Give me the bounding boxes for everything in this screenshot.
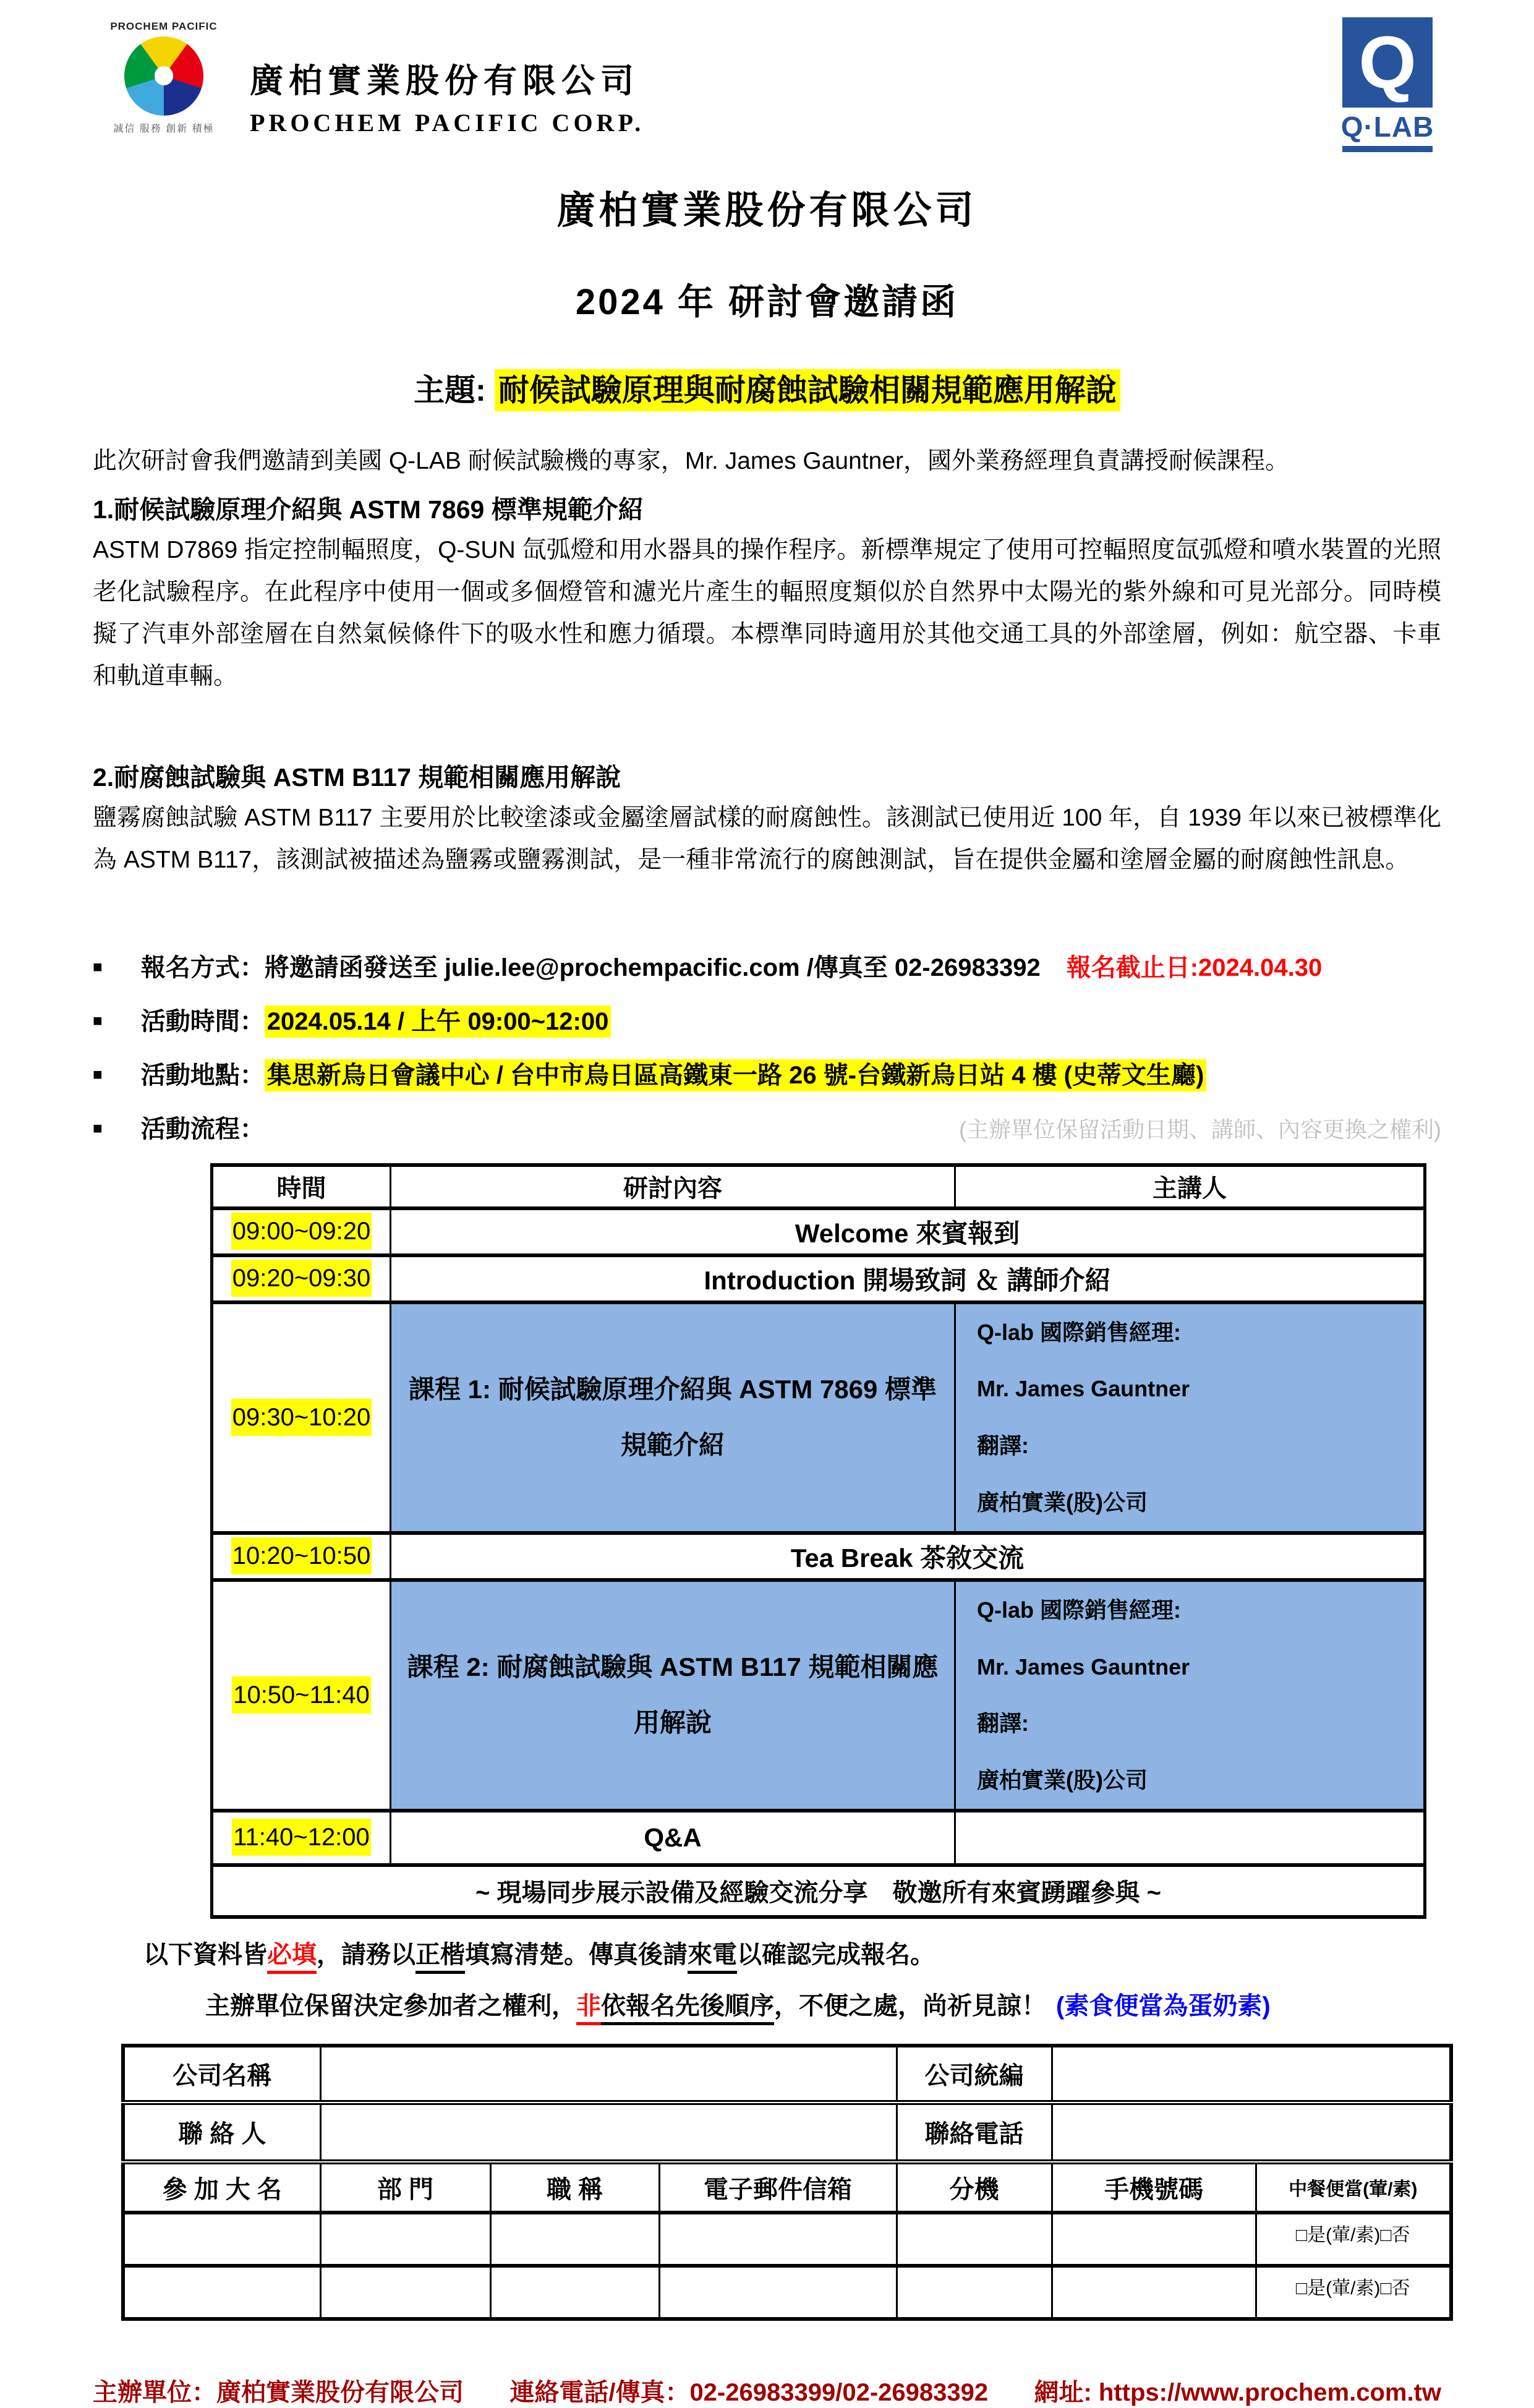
time-cell: 09:20~09:30	[212, 1255, 391, 1302]
speaker-cell: Q-lab 國際銷售經理: Mr. James Gauntner 翻譯: 廣柏實業(股)公司	[955, 1302, 1425, 1533]
schedule-footnote: ~ 現場同步展示設備及經驗交流分享 敬邀所有來賓踴躍參與 ~	[212, 1865, 1425, 1917]
email-field[interactable]	[659, 2266, 897, 2319]
meal-checkbox-option[interactable]: □是(葷/素)□否	[1256, 2213, 1451, 2266]
table-row	[212, 1580, 1425, 1811]
contact-person-field[interactable]	[320, 2103, 897, 2162]
col-header-speaker: 主講人	[955, 1165, 1425, 1208]
extension-field[interactable]	[897, 2213, 1052, 2266]
content-cell: Introduction 開場致詞 ＆ 講師介紹	[391, 1255, 1425, 1302]
schedule-table	[210, 1163, 1426, 1919]
topic-label: 主題:	[414, 373, 486, 408]
attendee-name-field[interactable]	[123, 2213, 320, 2266]
attendee-row-2	[123, 2266, 1451, 2319]
section2-heading: 2.耐腐蝕試驗與 ASTM B117 規範相關應用解說	[93, 762, 621, 792]
job-title-field[interactable]	[490, 2266, 659, 2319]
col-header-time: 時間	[212, 1165, 391, 1208]
prochem-pinwheel-logo-icon	[124, 36, 203, 116]
extension-header: 分機	[897, 2162, 1052, 2213]
document-footer	[93, 2373, 1441, 2408]
footer-contact: 連絡電話/傳真：02-26983399/02-26983392	[509, 2378, 989, 2406]
table-row	[212, 1208, 1425, 1255]
qlab-q-icon: Q	[1342, 17, 1433, 108]
agenda-label: 活動流程：	[140, 1115, 265, 1143]
instruction-line-2: 主辦單位保留決定參加者之權利，非依報名先後順序，不便之處，尚祈見諒！ (素食便當為蛋奶素)	[205, 1986, 1441, 2022]
time-label: 活動時間：	[140, 1007, 265, 1035]
agenda-disclaimer: (主辦單位保留活動日期、講師、內容更換之權利)	[959, 1116, 1441, 1142]
time-cell: 11:40~12:00	[212, 1811, 391, 1865]
registration-text: 將邀請函發送至 julie.lee@prochempacific.com /傳真至 02-26983392	[264, 954, 1041, 981]
time-cell: 09:00~09:20	[212, 1208, 391, 1255]
email-field[interactable]	[659, 2213, 897, 2266]
department-field[interactable]	[320, 2213, 490, 2266]
page-title: 廣柏實業股份有限公司	[556, 189, 978, 232]
bullet-square-icon: ■	[93, 1064, 103, 1083]
list-item-agenda	[93, 1109, 1441, 1145]
topic-highlight: 耐候試驗原理與耐腐蝕試驗相關規範應用解說	[495, 369, 1120, 411]
location-value: 集思新烏日會議中心 / 台中市烏日區高鐵東一路 26 號-台鐵新烏日站 4 樓 (史蒂文生廳)	[265, 1059, 1207, 1091]
attendee-name-field[interactable]	[123, 2266, 320, 2319]
extension-field[interactable]	[897, 2266, 1052, 2319]
location-label: 活動地點：	[140, 1061, 265, 1089]
list-item-registration	[93, 948, 1441, 983]
form-header-row	[123, 2162, 1451, 2213]
contact-phone-label: 聯絡電話	[897, 2103, 1052, 2162]
event-info-list	[93, 948, 1441, 1145]
time-cell: 10:50~11:40	[212, 1580, 391, 1811]
qlab-logo	[1341, 17, 1434, 152]
email-header: 電子郵件信箱	[659, 2162, 897, 2213]
list-item-time	[93, 1002, 1441, 1037]
intro-paragraph: 此次研討會我們邀請到美國 Q-LAB 耐候試驗機的專家，Mr. James Gauntner，國外業務經理負責講授耐候課程。	[93, 448, 1290, 474]
table-row	[212, 1533, 1425, 1580]
section2-body: 鹽霧腐蝕試驗 ASTM B117 主要用於比較塗漆或金屬塗層試樣的耐腐蝕性。該測試已使用近 100 年，自 1939 年以來已被標準化為 ASTM B117，該測試被描述為鹽霧或鹽霧測試，是一種非常流行的腐蝕測試，旨在提供金屬和塗層金屬的耐腐蝕性訊息。	[93, 804, 1441, 873]
registration-deadline: 報名截止日:2024.04.30	[1066, 954, 1323, 981]
content-cell: Tea Break 茶敘交流	[391, 1533, 1425, 1580]
company-name-en: PROCHEM PACIFIC CORP.	[250, 109, 645, 137]
time-cell: 10:20~10:50	[212, 1533, 391, 1580]
mobile-field[interactable]	[1052, 2213, 1256, 2266]
not-text: 非	[576, 1992, 601, 2025]
company-name-label: 公司名稱	[123, 2046, 320, 2103]
form-row-contact	[123, 2103, 1451, 2162]
qa-cell: Q&A	[391, 1811, 955, 1865]
attendee-name-header: 參 加 大 名	[123, 2162, 320, 2213]
prochem-tagline: 誠信 服務 創新 積極	[113, 123, 215, 134]
mobile-field[interactable]	[1052, 2266, 1256, 2319]
form-row-company	[123, 2046, 1451, 2103]
seminar-topic	[93, 365, 1441, 410]
required-text: 必填	[267, 1941, 317, 1974]
mobile-header: 手機號碼	[1052, 2162, 1256, 2213]
time-cell: 09:30~10:20	[212, 1302, 391, 1533]
header	[93, 17, 1441, 152]
content-cell: Welcome 來賓報到	[391, 1208, 1425, 1255]
tax-id-label: 公司統編	[897, 2046, 1052, 2103]
bullet-square-icon: ■	[93, 1010, 103, 1030]
table-row	[212, 1255, 1425, 1302]
meal-checkbox-option[interactable]: □是(葷/素)□否	[1256, 2266, 1451, 2319]
bullet-square-icon: ■	[93, 957, 103, 976]
department-field[interactable]	[320, 2266, 490, 2319]
prochem-logo-caption: PROCHEM PACIFIC	[110, 20, 218, 32]
vegetarian-note: (素食便當為蛋奶素)	[1056, 1992, 1271, 2020]
company-name-field[interactable]	[320, 2046, 897, 2103]
section1-body: ASTM D7869 指定控制輻照度，Q-SUN 氙弧燈和用水器具的操作程序。新標準規定了使用可控輻照度氙弧燈和噴水裝置的光照老化試驗程序。在此程序中使用一個或多個燈管和濾光片產生的輻照度類似於自然界中太陽光的紫外線和可見光部分。同時模擬了汽車外部塗層在自然氣候條件下的吸水性和應力循環。本標準同時適用於其他交通工具的外部塗層，例如：航空器、卡車和軌道車輛。	[93, 537, 1441, 690]
list-item-location	[93, 1056, 1441, 1091]
time-value: 2024.05.14 / 上午 09:00~12:00	[265, 1005, 611, 1038]
speaker-cell: Q-lab 國際銷售經理: Mr. James Gauntner 翻譯: 廣柏實業(股)公司	[955, 1580, 1425, 1811]
attendee-row-1	[123, 2213, 1451, 2266]
course2-cell: 課程 2: 耐腐蝕試驗與 ASTM B117 規範相關應用解說	[391, 1580, 955, 1811]
job-title-field[interactable]	[490, 2213, 659, 2266]
registration-label: 報名方式：	[140, 954, 265, 981]
bullet-square-icon: ■	[93, 1118, 103, 1137]
table-row	[212, 1811, 1425, 1865]
qlab-underline	[1342, 146, 1433, 152]
page-subtitle: 2024 年 研討會邀請函	[575, 282, 959, 322]
course1-cell: 課程 1: 耐候試驗原理介紹與 ASTM 7869 標準規範介紹	[391, 1302, 955, 1533]
prochem-brand	[93, 17, 644, 137]
tax-id-field[interactable]	[1052, 2046, 1451, 2103]
department-header: 部 門	[320, 2162, 490, 2213]
footer-organizer: 主辦單位：廣柏實業股份有限公司	[93, 2378, 464, 2406]
form-instructions	[93, 1935, 1441, 2022]
table-row	[212, 1302, 1425, 1533]
registration-form-table	[121, 2044, 1453, 2321]
footer-website: 網址: https://www.prochem.com.tw	[1034, 2378, 1441, 2406]
qlab-wordmark: Q·LAB	[1340, 111, 1434, 143]
instruction-line-1: 以下資料皆必填，請務以正楷填寫清楚。傳真後請來電以確認完成報名。	[143, 1935, 1441, 1970]
meal-header: 中餐便當(葷/素)	[1256, 2162, 1451, 2213]
contact-phone-field[interactable]	[1052, 2103, 1451, 2162]
job-title-header: 職 稱	[490, 2162, 659, 2213]
table-footnote-row	[212, 1865, 1425, 1917]
company-name-zh: 廣柏實業股份有限公司	[250, 62, 639, 100]
col-header-content: 研討內容	[391, 1165, 955, 1208]
section1-heading: 1.耐候試驗原理介紹與 ASTM 7869 標準規範介紹	[93, 495, 644, 524]
contact-person-label: 聯 絡 人	[123, 2103, 320, 2162]
empty-speaker-cell	[955, 1811, 1425, 1865]
schedule-header-row	[212, 1165, 1425, 1208]
